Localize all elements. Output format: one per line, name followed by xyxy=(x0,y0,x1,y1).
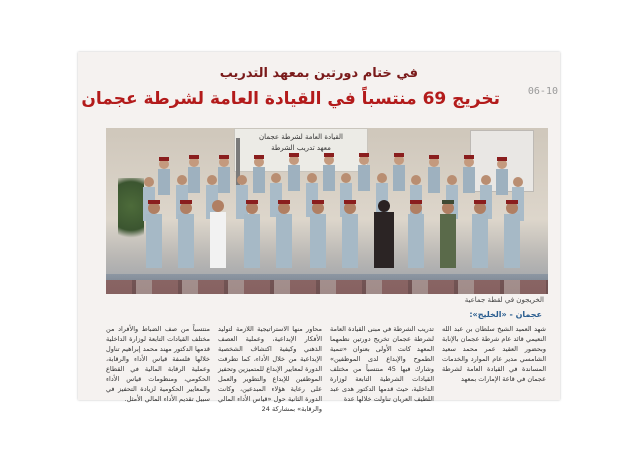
body-column-3: محاور منها الاستراتيجية اللازمة لتوليد الأفكار الإبداعية، وعملية العصف الذهني وكيفية اكتشاف الشخصية الإبداعية من خلال الأداء، كما تطرقت الدورة لمعايير الإبداع للمتميزين وتحفيز الموظفين للإبداع والتطوير والعمل على رعاية هؤلاء المبدعين، وكانت الدورة الثانية حول «قياس الأداء المالي والرقابة» بمشاركة 24 xyxy=(218,325,322,413)
article-byline: عجمان - «الخليج»: xyxy=(469,310,542,319)
edge-number: 06-10 xyxy=(527,86,558,97)
newspaper-clipping xyxy=(78,52,560,413)
photo-caption: الخريجون في لقطة جماعية xyxy=(464,296,544,304)
banner-line-1: القيادة العامة لشرطة عجمان xyxy=(259,133,343,141)
body-column-4: منتسباً من صف الضباط والأفراد من مختلف القيادات التابعة لوزارة الداخلية قدمها الدكتور مهند محمد إبراهيم تناول خلالها فلسفة قياس الأداء والرقابة، وعملية الرقابة المالية في القطاع الحكومي، ومنظومات قياس الأداء والمعايير الحكومية لزيادة التحفيز في سبيل تقديم الأداء المالي الأمثل. xyxy=(106,325,210,403)
front-chairs xyxy=(106,280,548,294)
article-kicker: في ختام دورتين بمعهد التدريب xyxy=(219,66,418,81)
body-column-1: شهد العميد الشيخ سلطان بن عبد الله النعيمي قائد عام شرطة عجمان بالإنابة وبحضور العقيد عمر محمد سعيد الشامسي مدير عام الموارد والخدمات المساندة في القيادة العامة لشرطة عجمان في قاعة الإمارات بمعهد xyxy=(442,325,546,383)
group-of-graduates xyxy=(134,150,534,270)
body-column-2: تدريب الشرطة في مبنى القيادة العامة لشرطة عجمان تخريج دورتين نظمهما المعهد كانت الأولى بعنوان «تنمية الطموح والإبداع لدى الموظفين» وشارك فيها 45 منتسباً من مختلف القيادات الشرطية التابعة لوزارة الداخلية، حيث قدمها الدكتور هدى عبد اللطيف العريان تناولت خلالها عدة xyxy=(330,325,434,403)
article-headline: تخريج 69 منتسباً في القيادة العامة لشرطة عجمان xyxy=(81,89,500,109)
banner-line-2: معهد تدريب الشرطة xyxy=(271,144,331,152)
front-row xyxy=(146,200,520,268)
graduation-group-photo xyxy=(106,128,548,294)
